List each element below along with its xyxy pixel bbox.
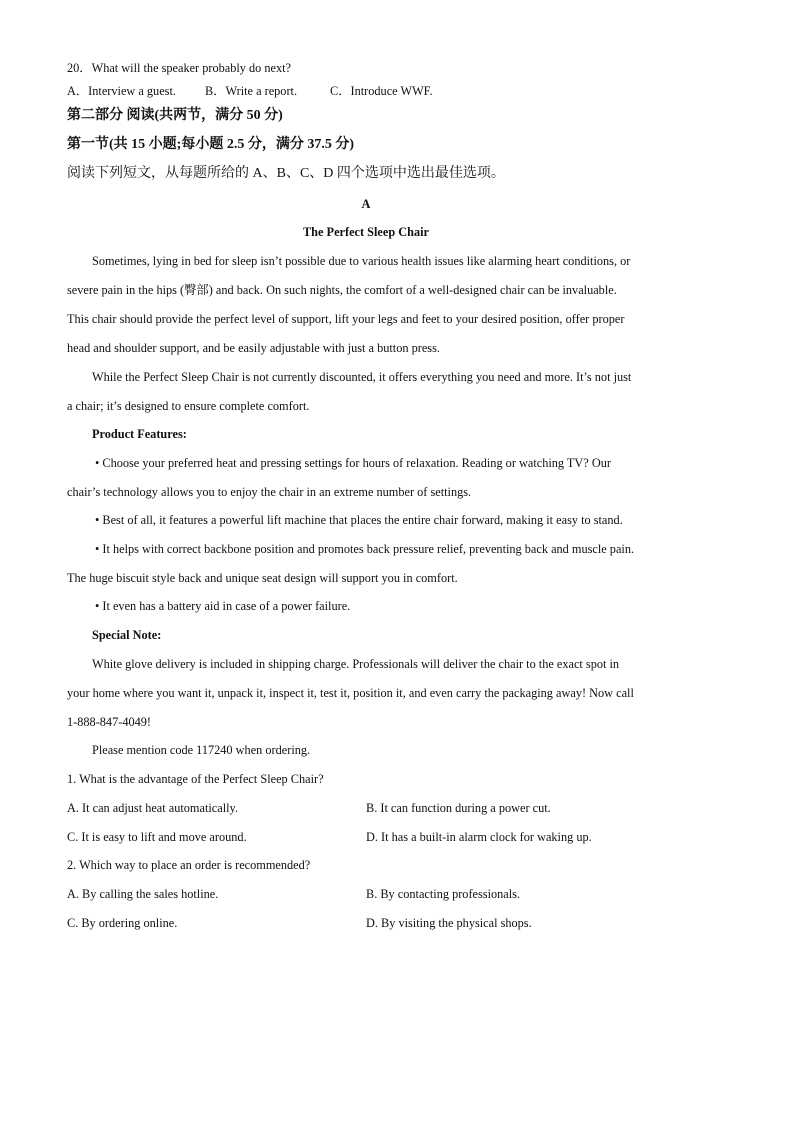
part-title: 第二部分 阅读(共两节，满分 50 分) <box>67 108 283 123</box>
q1-option-a: A. It can adjust heat automatically. <box>67 801 238 815</box>
question-1: 1. What is the advantage of the Perfect Sleep Chair? <box>67 772 324 786</box>
q2-option-d: D. By visiting the physical shops. <box>366 916 532 930</box>
q20-option-a: A．Interview a guest. <box>67 84 176 98</box>
sub-title: 第一节(共 15 小题;每小题 2.5 分，满分 37.5 分) <box>67 137 354 152</box>
q2-option-b: B. By contacting professionals. <box>366 887 521 901</box>
q20-question: 20．What will the speaker probably do next? <box>67 61 292 75</box>
p2-line: While the Perfect Sleep Chair is not currently discounted, it offers everything you need and more. It’s not just <box>92 370 632 384</box>
q20-option-b: B．Write a report. <box>205 84 298 98</box>
p1-line: head and shoulder support, and be easily adjustable with just a button press. <box>67 341 440 355</box>
q1-option-d: D. It has a built-in alarm clock for waking up. <box>366 830 592 844</box>
question-2: 2. Which way to place an order is recommended? <box>67 858 311 872</box>
feature-line: • It even has a battery aid in case of a power failure. <box>95 599 351 613</box>
note-line: 1-888-847-4049! <box>67 715 152 729</box>
q2-option-c: C. By ordering online. <box>67 916 178 930</box>
feature-line: • It helps with correct backbone position and promotes back pressure relief, preventing back and muscle pain. <box>95 542 635 556</box>
q1-option-c: C. It is easy to lift and move around. <box>67 830 247 844</box>
passage-letter: A <box>361 197 371 211</box>
q1-option-b: B. It can function during a power cut. <box>366 801 551 815</box>
q20-options <box>67 83 433 99</box>
feature-line: The huge biscuit style back and unique seat design will support you in comfort. <box>67 571 458 585</box>
feature-line: chair’s technology allows you to enjoy the chair in an extreme number of settings. <box>67 485 472 499</box>
q20-option-c: C．Introduce WWF. <box>330 84 433 98</box>
p1-line: Sometimes, lying in bed for sleep isn’t possible due to various health issues like alarming heart conditions, or <box>92 254 631 268</box>
q2-option-a: A. By calling the sales hotline. <box>67 887 219 901</box>
note-line: your home where you want it, unpack it, inspect it, test it, position it, and even carry the packaging away! Now call <box>67 686 634 700</box>
p2-line: a chair; it’s designed to ensure complete comfort. <box>67 399 310 413</box>
note-line: White glove delivery is included in shipping charge. Professionals will deliver the chair to the exact spot in <box>92 657 620 671</box>
note-heading: Special Note: <box>92 628 162 642</box>
p1-line: severe pain in the hips (臀部) and back. On such nights, the comfort of a well-designed chair can be invaluable. <box>67 283 617 297</box>
feature-line: • Best of all, it features a powerful lift machine that places the entire chair forward, making it easy to stand. <box>95 513 623 527</box>
p1-line: This chair should provide the perfect level of support, lift your legs and feet to your desired position, offer proper <box>67 312 625 326</box>
code-line: Please mention code 117240 when ordering. <box>92 743 311 757</box>
feature-line: • Choose your preferred heat and pressing settings for hours of relaxation. Reading or watching TV? Our <box>95 456 611 470</box>
instruction: 阅读下列短文，从每题所给的 A、B、C、D 四个选项中选出最佳选项。 <box>67 166 505 181</box>
features-heading: Product Features: <box>92 427 187 441</box>
passage-title: The Perfect Sleep Chair <box>302 225 429 239</box>
